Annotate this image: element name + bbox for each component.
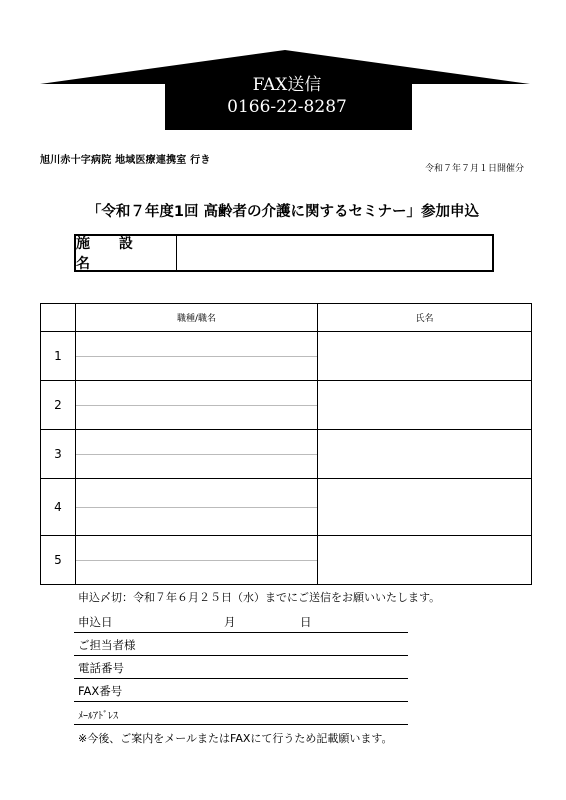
phone-label: 電話番号 bbox=[78, 661, 124, 675]
day-label: 日 bbox=[300, 615, 312, 629]
fax-number: 0166-22-8287 bbox=[227, 97, 347, 117]
header-blank bbox=[41, 304, 76, 332]
job-field[interactable] bbox=[76, 430, 318, 479]
row-number: 1 bbox=[41, 332, 76, 381]
fax-row[interactable] bbox=[74, 679, 408, 702]
job-field[interactable] bbox=[76, 332, 318, 381]
row-number: 3 bbox=[41, 430, 76, 479]
application-date-row[interactable] bbox=[74, 610, 408, 633]
job-field[interactable] bbox=[76, 381, 318, 430]
row-number: 2 bbox=[41, 381, 76, 430]
facility-field[interactable] bbox=[177, 236, 492, 270]
table-row bbox=[41, 430, 532, 479]
table-row bbox=[41, 332, 532, 381]
header-job: 職種/職名 bbox=[76, 304, 318, 332]
name-field[interactable] bbox=[318, 332, 532, 381]
table-row bbox=[41, 479, 532, 536]
fax-label: FAX番号 bbox=[78, 684, 123, 698]
destination: 旭川赤十字病院 地域医療連携室 行き bbox=[40, 155, 211, 166]
name-field[interactable] bbox=[318, 479, 532, 536]
facility-label: 施 設 名 bbox=[76, 236, 177, 270]
phone-row[interactable] bbox=[74, 656, 408, 679]
month-label: 月 bbox=[224, 615, 236, 629]
event-date: 令和７年７月１日開催分 bbox=[424, 164, 524, 174]
fax-title: FAX送信 bbox=[252, 75, 322, 95]
contact-label: ご担当者様 bbox=[78, 638, 136, 652]
job-field[interactable] bbox=[76, 479, 318, 536]
table-row bbox=[41, 381, 532, 430]
fax-banner-text bbox=[165, 74, 409, 118]
email-row[interactable] bbox=[74, 702, 408, 725]
facility-box bbox=[74, 234, 494, 272]
participants-table bbox=[40, 303, 532, 585]
table-header-row bbox=[41, 304, 532, 332]
row-number: 5 bbox=[41, 536, 76, 585]
form-title: 「令和７年度1回 高齢者の介護に関するセミナー」参加申込 bbox=[86, 204, 480, 220]
row-number: 4 bbox=[41, 479, 76, 536]
deadline-text: 申込〆切：令和７年６月２５日（水）までにご送信をお願いいたします。 bbox=[78, 591, 441, 604]
name-field[interactable] bbox=[318, 381, 532, 430]
contact-row[interactable] bbox=[74, 633, 408, 656]
table-row bbox=[41, 536, 532, 585]
name-field[interactable] bbox=[318, 536, 532, 585]
email-label: ﾒｰﾙｱﾄﾞﾚｽ bbox=[78, 711, 118, 722]
note-text: ※今後、ご案内をメールまたはFAXにて行うため記載願います。 bbox=[78, 732, 393, 745]
applicant-info bbox=[74, 610, 408, 725]
date-label: 申込日 bbox=[78, 615, 113, 629]
name-field[interactable] bbox=[318, 430, 532, 479]
header-name: 氏名 bbox=[318, 304, 532, 332]
job-field[interactable] bbox=[76, 536, 318, 585]
